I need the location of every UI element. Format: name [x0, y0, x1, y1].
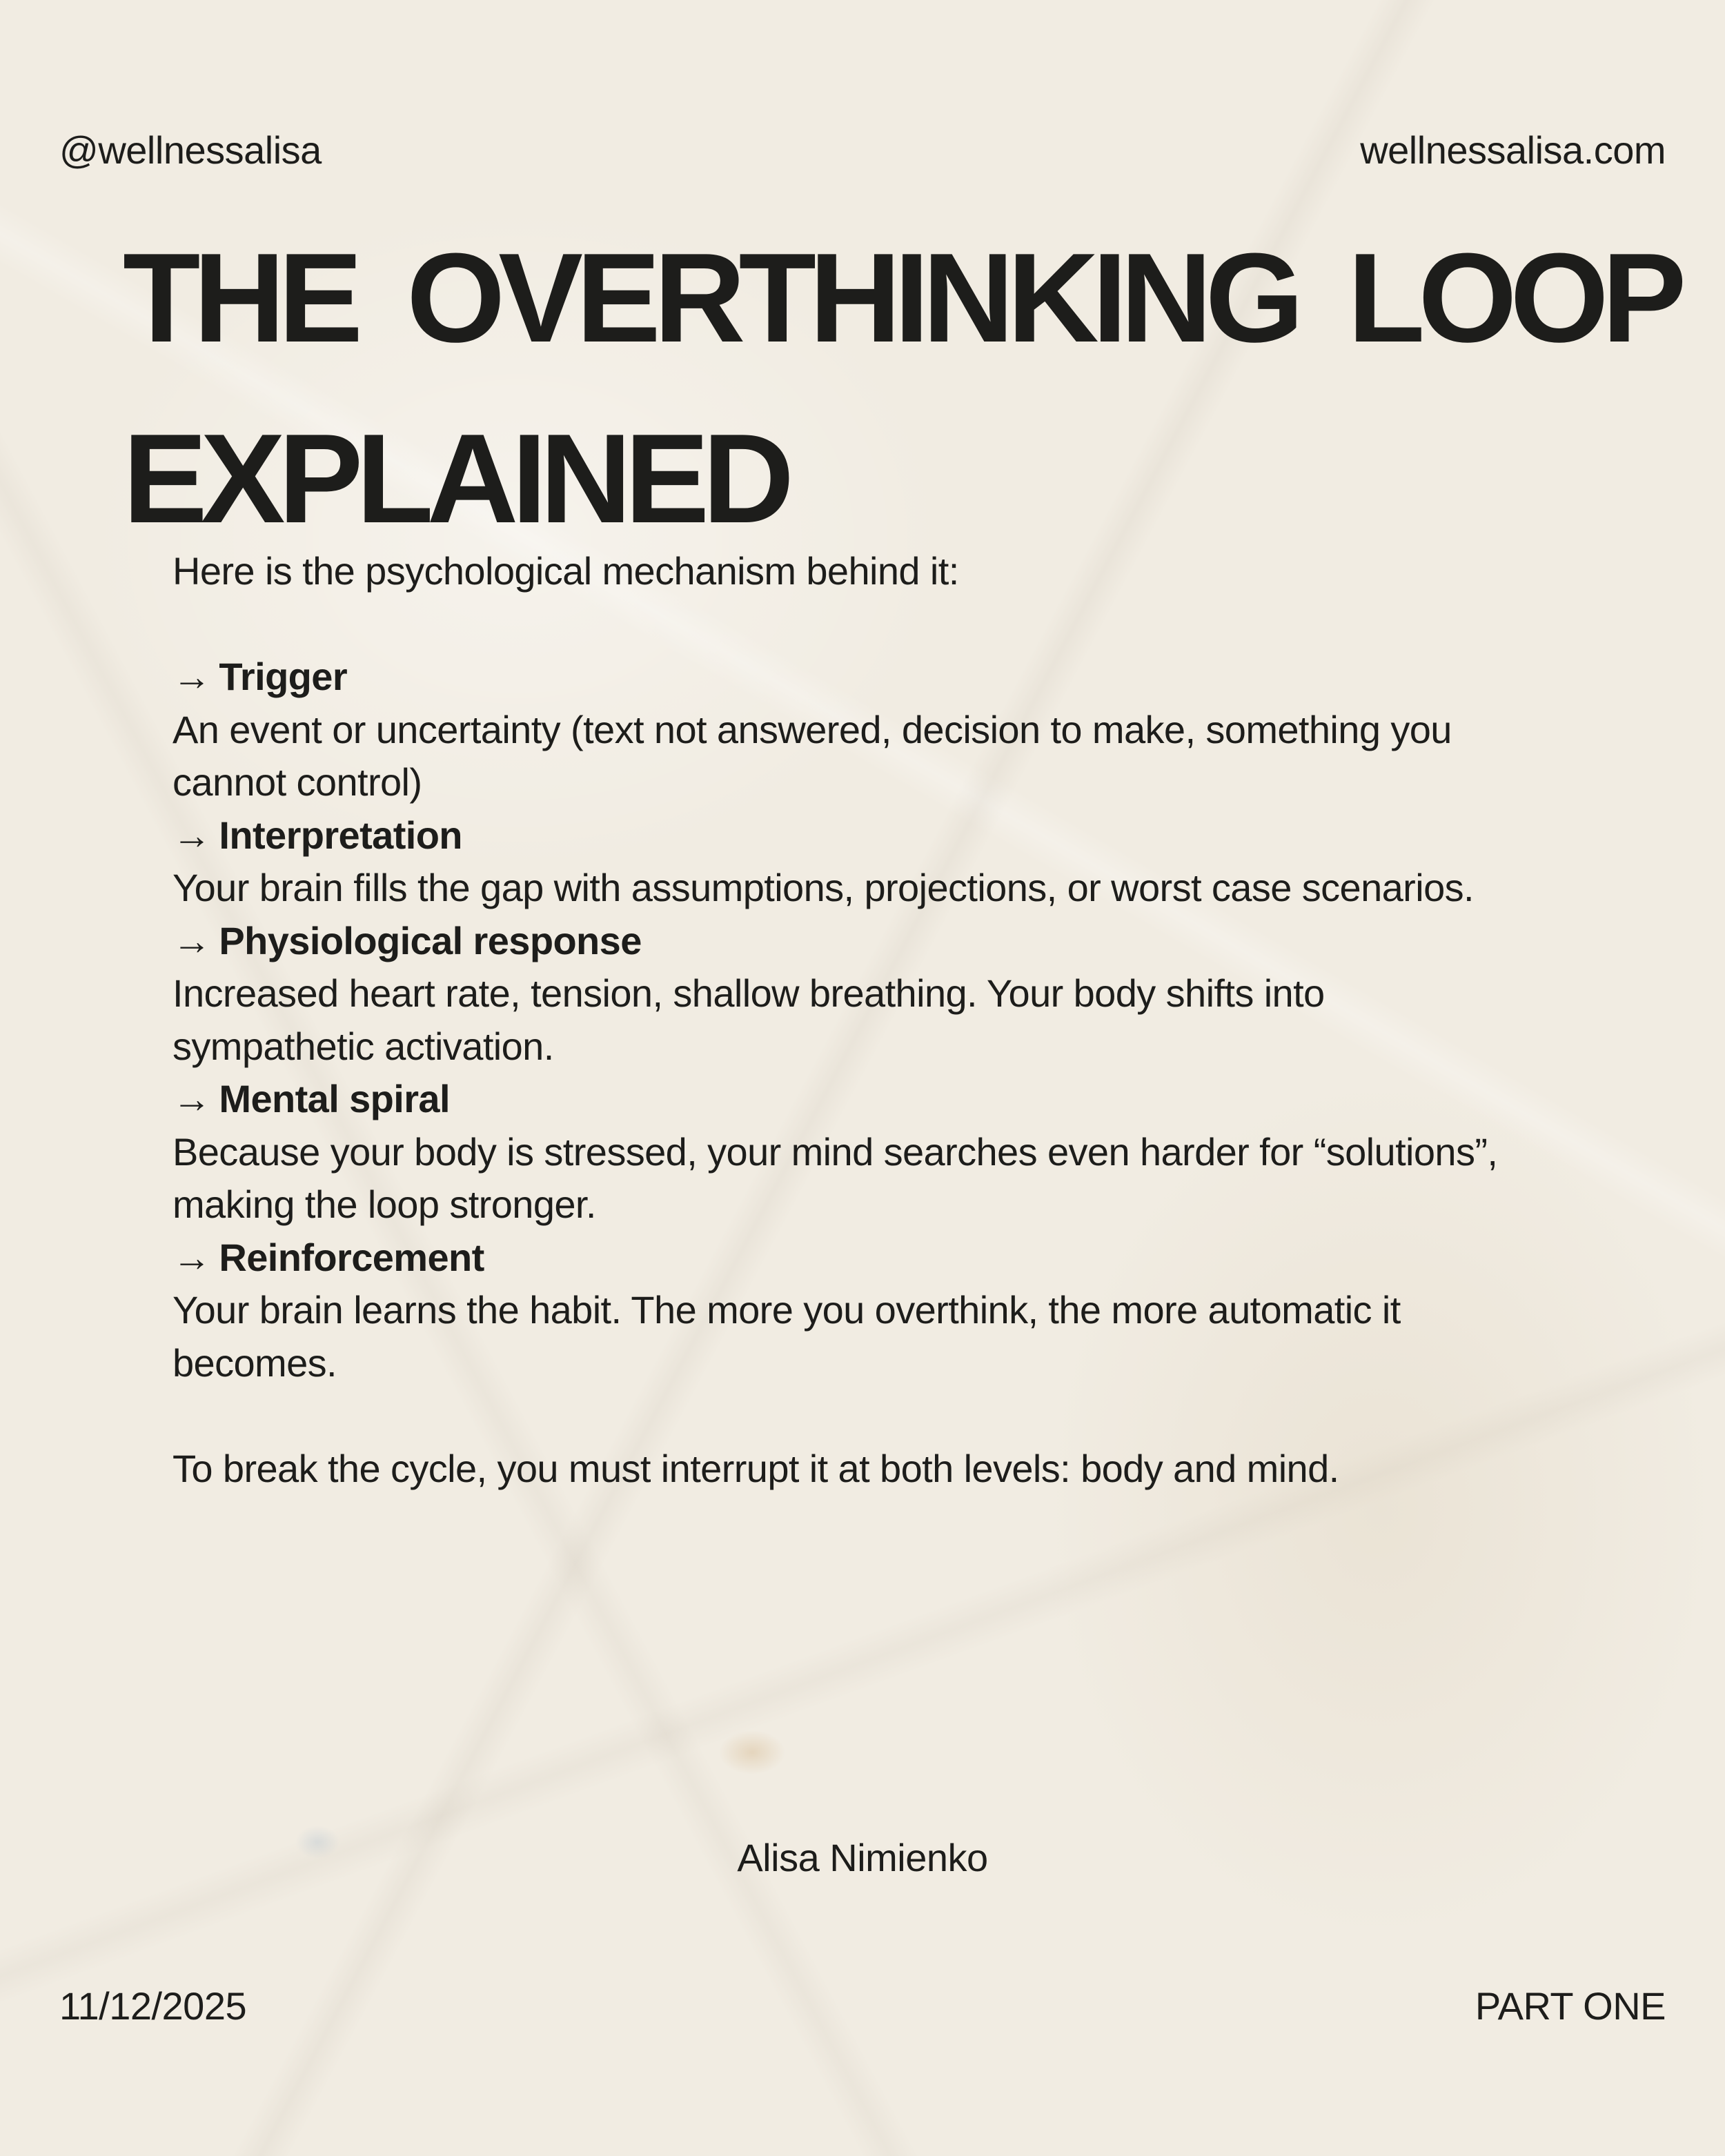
step-reinforcement — [172, 1232, 1621, 1390]
arrow-right-icon: → — [172, 918, 211, 962]
part-label: PART ONE — [1475, 1984, 1666, 2028]
step-trigger — [172, 651, 1621, 809]
title-line-1: THE OVERTHINKING LOOP — [123, 226, 1680, 368]
page-title — [123, 207, 1682, 568]
step-text: Because your body is stressed, your mind searches even harder for “solutions”, — [172, 1129, 1498, 1174]
arrow-right-icon: → — [172, 1235, 211, 1279]
step-heading: Mental spiral — [219, 1077, 450, 1120]
arrow-right-icon: → — [172, 813, 211, 857]
step-text: Your brain fills the gap with assumptions, projections, or worst case scenarios. — [172, 866, 1474, 909]
step-heading: Interpretation — [219, 813, 462, 857]
author-name: Alisa Nimienko — [737, 1836, 988, 1879]
step-text: An event or uncertainty (text not answered, decision to make, something you — [172, 707, 1452, 751]
step-text-continued: sympathetic activation. — [172, 1024, 554, 1068]
step-text-continued: making the loop stronger. — [172, 1183, 596, 1226]
step-text: Your brain learns the habit. The more you overthink, the more automatic it — [172, 1288, 1401, 1332]
conclusion-text: To break the cycle, you must interrupt it at both levels: body and mind. — [172, 1446, 1339, 1490]
intro-text: Here is the psychological mechanism behind it: — [172, 549, 959, 593]
step-text: Increased heart rate, tension, shallow breathing. Your body shifts into — [172, 971, 1325, 1015]
step-heading: Reinforcement — [219, 1235, 484, 1279]
arrow-right-icon: → — [172, 1077, 211, 1120]
step-heading: Trigger — [219, 655, 348, 698]
post-date: 11/12/2025 — [59, 1984, 247, 2028]
step-mental-spiral — [172, 1073, 1621, 1232]
step-physiological-response — [172, 915, 1621, 1074]
social-handle: @wellnessalisa — [59, 128, 322, 172]
website-link[interactable]: wellnessalisa.com — [1360, 128, 1666, 172]
article-body — [172, 545, 1621, 1495]
title-line-2: EXPLAINED — [123, 407, 788, 549]
step-text-continued: becomes. — [172, 1341, 337, 1385]
step-heading: Physiological response — [219, 918, 642, 962]
arrow-right-icon: → — [172, 655, 211, 698]
step-interpretation — [172, 809, 1621, 915]
step-text-continued: cannot control) — [172, 760, 422, 804]
